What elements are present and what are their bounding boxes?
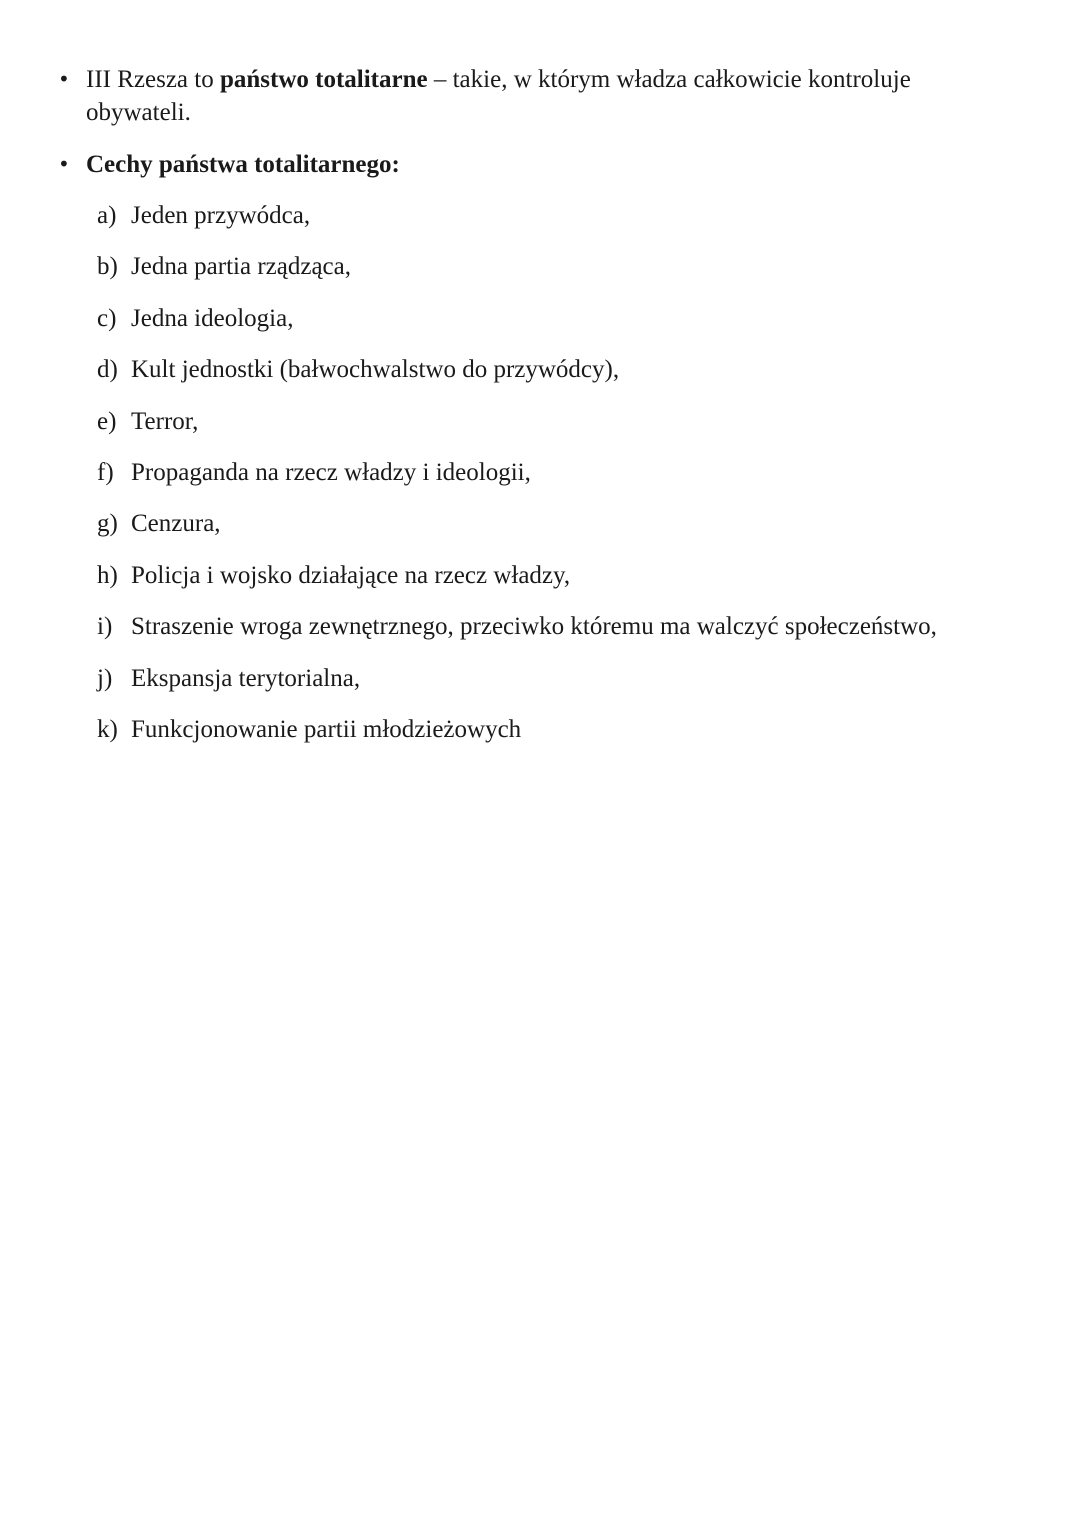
- list-item-letter: g): [97, 510, 118, 538]
- list-item: [97, 302, 1037, 353]
- list-item-text: Terror,: [131, 407, 199, 435]
- definition-text: [86, 63, 986, 129]
- definition-term: państwo totalitarne: [219, 66, 428, 93]
- list-item: [97, 456, 1037, 507]
- list-item: [97, 559, 1037, 610]
- list-item: [97, 353, 1037, 404]
- list-item-letter: j): [97, 664, 113, 692]
- list-item-letter: c): [97, 304, 117, 332]
- list-item-text: Funkcjonowanie partii młodzieżowych: [131, 715, 522, 743]
- list-item-letter: d): [97, 356, 118, 384]
- list-item: [97, 713, 1037, 764]
- bullet-dot-icon: •: [58, 67, 70, 91]
- list-item: [97, 610, 1037, 661]
- list-item-text: Cenzura,: [131, 510, 221, 538]
- list-item-text: Kult jednostki (bałwochwalstwo do przywódcy),: [131, 356, 620, 384]
- list-item-text: Jeden przywódca,: [131, 202, 311, 229]
- features-list: [97, 199, 1037, 764]
- list-item-letter: f): [97, 458, 114, 486]
- list-item-text: Propaganda na rzecz władzy i ideologii,: [131, 458, 531, 486]
- list-item-text: Straszenie wroga zewnętrznego, przeciwko któremu ma walczyć społeczeństwo,: [131, 613, 937, 641]
- definition-suffix: – takie, w którym władza całkowicie kontroluje obywateli.: [86, 66, 911, 126]
- features-heading: Cechy państwa totalitarnego:: [86, 151, 400, 178]
- list-item-letter: e): [97, 407, 117, 435]
- list-item: [97, 250, 1037, 301]
- list-item-letter: i): [97, 613, 113, 641]
- list-item: [97, 507, 1037, 558]
- list-item-letter: k): [97, 715, 118, 743]
- list-item-text: Policja i wojsko działające na rzecz władzy,: [131, 561, 571, 589]
- definition-prefix: III Rzesza to: [86, 66, 220, 93]
- list-item-letter: b): [97, 253, 118, 281]
- list-item: [97, 662, 1037, 713]
- bullet-dot-icon: •: [58, 152, 70, 176]
- list-item-letter: h): [97, 561, 118, 589]
- list-item: [97, 405, 1037, 456]
- list-item: [97, 199, 1037, 250]
- list-item-text: Jedna partia rządząca,: [131, 253, 351, 281]
- list-item-letter: a): [97, 202, 117, 229]
- list-item-text: Jedna ideologia,: [131, 304, 294, 332]
- list-item-text: Ekspansja terytorialna,: [131, 664, 361, 692]
